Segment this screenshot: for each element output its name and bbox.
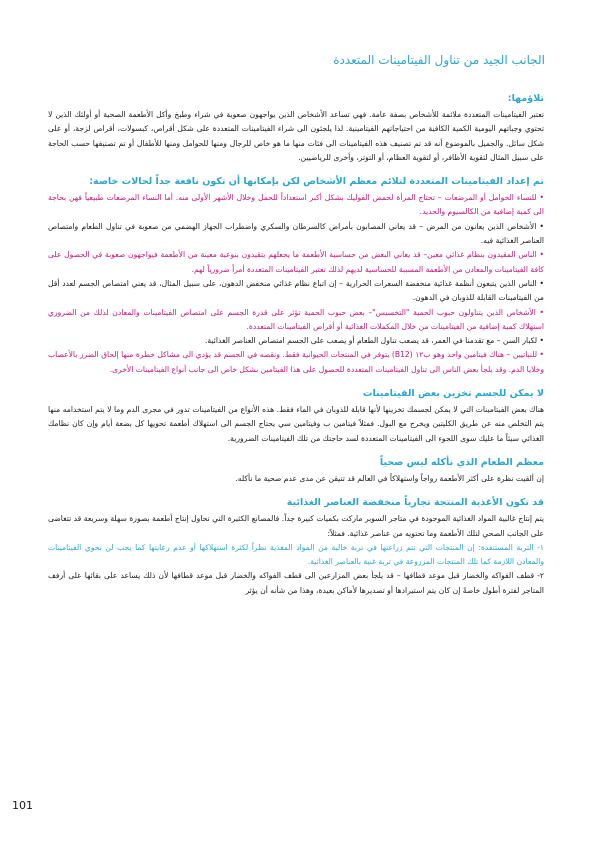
section-unhealthy-food: [48, 456, 544, 486]
paragraph: إن ألقيت نظرة على أكثر الأطعمة رواجاً واستهلاكاً في العالم قد تتيقن عن مدى عدم صحية ما نأكله.: [235, 473, 544, 483]
section-storage: [48, 387, 544, 446]
section-heading: تلاؤمها:: [507, 93, 544, 104]
list-item: ١- التربة المستنفدة: إن المنتجات التي تتم زراعتها في تربة خالية من المواد المغذية نظراً لكثرة استهلاكها أو عدم رعايتها كما يجب لن تحوي الفيتامينات والمعادن اللازمة كما تلك المنتجات المزروعة في تربة غنية بالعناصر الغذائية.: [48, 542, 544, 567]
page-title: الجانب الجيد من تناول الفيتامينات المتعددة: [333, 53, 545, 67]
section-suitability: [48, 92, 544, 165]
section-heading: معظم الطعام الذي نأكله ليس صحياً: [379, 456, 544, 468]
list-item: • لكبار السن – مع تقدمنا في العمر، قد يصعب تناول الطعام أو يصعب على الجسم امتصاص العناصر الغذائية.: [204, 336, 544, 346]
paragraph: تعتبر الفيتامينات المتعددة ملائمة للأشخاص بصفة عامة. فهي تساعد الأشخاص الذين يواجهون صعوبة في شراء وطبخ وأكل الأطعمة الصحية أو أولئك الذين لا تحتوي وجباتهم اليومية الكمية الكافية من احتياجاتهم الفيتامينية. لذا يلجئون الى شراء الفيتامينات المتعددة على شكل أقراص، كبسولات، أقراص لزجة، أو على شكل سائل. والجميل بالموضوع أنه قد تم تصنيف هذه الفيتامينات الى فئات منها ما هو خاص للرجال ومنها للحوامل ومنها للأطفال أو تم تصنيفها حسب الحاجة على سبيل المثال لتقوية الأظافر، أو لتقوية العظام، أو التوتر، وأخرى للرياضيين.: [48, 110, 544, 162]
section-heading: قد تكون الأغذية المنتجة تجارياً منخفضة العناصر الغذائية: [286, 497, 544, 509]
section-heading: لا يمكن للجسم تخزين بعض الفيتامينات: [362, 388, 544, 400]
list-item: ٢- قطف الفواكه والخضار قبل موعد قطافها – قد يلجأ بعض المزارعين الى قطف الفواكه والخضار قبل موعد قطافها لأن ذلك يساعد على بقائها على أرفف المتاجر لفترة أطول خاصةً إن كان يتم استيرادها أو تصديرها لأماكن بعيدة، وهذا من شأنه أن يؤثر: [48, 571, 544, 595]
list-item: • الأشخاص الذين يتناولون حبوب الحمية "التخسيس"– بعض حبوب الحمية تؤثر على قدرة الجسم على امتصاص الفيتامينات والمعادن لذلك من الضروري استهلاك كمية إضافية من الفيتامينات من خلال المكملات الغذائية أو أقراص الفيتامينات المتعددة.: [48, 307, 544, 331]
section-special-cases: [48, 175, 544, 377]
list-item: • الأشخاص الذين يعانون من المرض – قد يعاني المصابون بأمراض كالسرطان والسكري واضطراب الجهاز الهضمي من صعوبة في تناول الطعام وامتصاص العناصر الغذائية فيه.: [48, 221, 544, 246]
section-commercial-food: [48, 496, 544, 598]
article-body: [48, 92, 544, 608]
list-item: • للنباتيين – هناك فيتامين واحد وهو ب١٢ (B12) يتوفر في المنتجات الحيوانية فقط. ونقصه في الجسم قد يؤدي الى مشاكل خطرة منها إلحاق الضرر بالأعصاب وخلايا الدم. وقد يلجأ بعض الناس الى تناول الفيتامينات المتعددة للحصول على هذا الفيتامين بشكل خاص الى جانب أنواع الفيتامينات الأخرى.: [48, 350, 544, 374]
paragraph: يتم إنتاج غالبية المواد الغذائية الموجودة في متاجر السوبر ماركت بكميات كبيرة جداً. فالمصانع الكثيرة التي تحاول إنتاج أطعمة بصورة سهلة وسريعة قد تتغاضى على الجانب الصحي لتلك الأطعمة وما تحتويه من عناصر غذائية. فمثلاً:: [48, 514, 544, 538]
list-item: • للنساء الحوامل أو المرضعات – تحتاج المرأة لحمض الفوليك بشكل أكبر استعداداً للحمل وخلال الأشهر الأولى منه. أما النساء المرضعات طبيعياً فهن بحاجة الى كمية إضافية من الكالسيوم والحديد.: [48, 193, 544, 217]
section-heading: تم إعداد الفيتامينات المتعددة لتلائم معظم الأشخاص لكن بإمكانها أن تكون نافعة جداً لحالات خاصة:: [89, 176, 544, 188]
page-number: 101: [12, 799, 33, 812]
list-item: • الناس الذين يتبعون أنظمة غذائية منخفضة السعرات الحرارية – إن اتباع نظام غذائي منخفض الدهون، على سبيل المثال، قد يعني امتصاص الجسم لعدد أقل من الفيتامينات القابلة للذوبان في الدهون.: [48, 278, 544, 303]
paragraph: هناك بعض الفيتامينات التي لا يمكن لجسمك تخزينها لأنها قابلة للذوبان في الماء فقط. هذه الأنواع من الفيتامينات تدور في مجرى الدم وما لا يتم استخدامه منها يتم التخلص منه عن طريق الكليتين ويخرج مع البول. فمثلاً فيتامين ب وفيتامين سي يحتاج الجسم الى استهلاك أطعمة تحويها كل بضعة أيام وإن كان نظامك الغذائي سيئاً ما عليك سوى اللجوء الى الفيتامينات المتعددة لسد حاجتك من تلك الفيتامينات الضرورية.: [48, 405, 544, 443]
list-item: • الناس المقيدون بنظام غذائي معين– قد يعاني البعض من حساسية الأطعمة ما يجعلهم يتقيدون بنوعية معينة من الأطعمة فيواجهون صعوبة في الحصول على كافة الفيتامينات والمعادن من الأطعمة المسببة للحساسية لديهم لذلك تعتبر الفيتامينات المتعددة أمراً ضرورياً لهم.: [48, 250, 544, 274]
